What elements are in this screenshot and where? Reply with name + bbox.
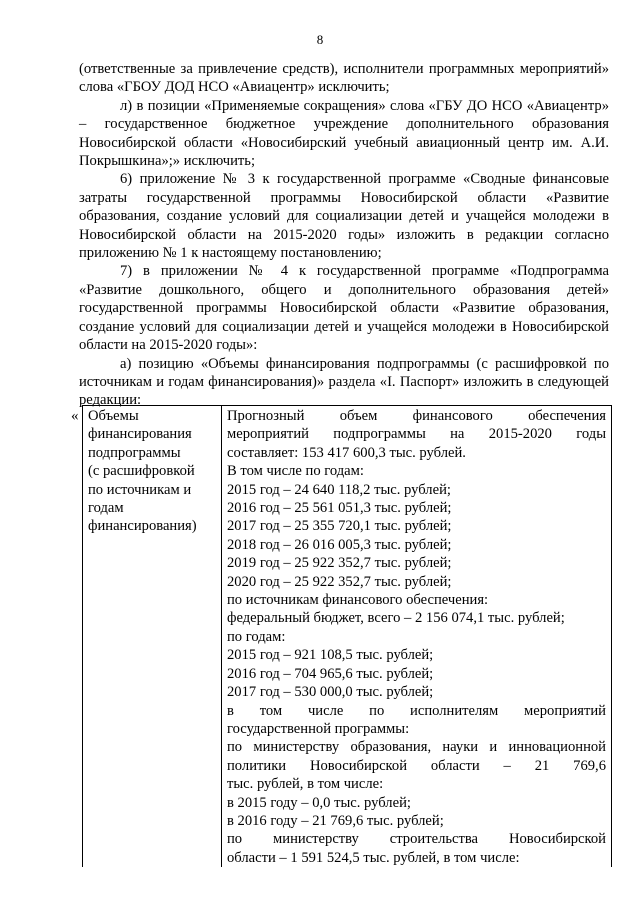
value-line: 2018 год – 26 016 005,3 тыс. рублей; <box>227 536 452 553</box>
value-line: тыс. рублей, в том числе: <box>227 776 384 793</box>
label-line: по источникам и <box>88 481 192 498</box>
paragraph-continuation: (ответственные за привлечение средств), исполнители программных мероприятий» слова «ГБОУ ДОД НСО «Авиацентр» исключить; <box>79 61 609 96</box>
value-line: 2016 год – 25 561 051,3 тыс. рублей; <box>227 500 452 517</box>
value-line: В том числе по годам: <box>227 463 364 480</box>
value-line: по источникам финансового обеспечения: <box>227 592 489 609</box>
label-line: подпрограммы <box>88 444 181 461</box>
value-line: составляет: 153 417 600,3 тыс. рублей. <box>227 444 466 461</box>
value-line: 2016 год – 704 965,6 тыс. рублей; <box>227 665 434 682</box>
value-line: области – 1 591 524,5 тыс. рублей, в том числе: <box>227 849 520 866</box>
position-value-cell <box>222 406 612 868</box>
value-line: 2019 год – 25 922 352,7 тыс. рублей; <box>227 555 452 572</box>
value-line: государственной программы: <box>227 720 410 737</box>
paragraph-6: 6) приложение № 3 к государственной программе «Сводные финансовые затраты государственной программы Новосибирской области «Развитие образования, создание условий для социализации детей и учащейся молодежи в Новосибирской области на 2015-2020 годы» изложить в редакции согласно приложению № 1 к настоящему постановлению; <box>79 171 609 262</box>
value-line: 2017 год – 530 000,0 тыс. рублей; <box>227 684 434 701</box>
body-text <box>79 60 609 410</box>
value-line: 2017 год – 25 355 720,1 тыс. рублей; <box>227 518 452 535</box>
passport-table <box>82 405 612 867</box>
value-line: Прогнозный объем финансового обеспечения <box>227 408 606 424</box>
value-line: по министерству строительства Новосибирской <box>227 831 606 848</box>
label-line: Объемы <box>88 408 139 424</box>
paragraph-a: а) позицию «Объемы финансирования подпрограммы (с расшифровкой по источникам и годам финансирования)» раздела «I. Паспорт» изложить в следующей редакции: <box>79 355 609 409</box>
value-line: в том числе по исполнителям мероприятий <box>227 702 606 719</box>
value-line: по годам: <box>227 628 286 645</box>
label-line: годам <box>88 500 124 517</box>
value-line: в 2015 году – 0,0 тыс. рублей; <box>227 794 411 811</box>
paragraph-l: л) в позиции «Применяемые сокращения» слова «ГБУ ДО НСО «Авиацентр» – государственное бюджетное учреждение дополнительного образования Новосибирской области «Новосибирский учебный авиационный центр им. А.И. Покрышкина»;» исключить; <box>79 97 609 170</box>
page-number: 8 <box>316 32 324 47</box>
label-line: финансирования <box>88 426 192 443</box>
value-line: политики Новосибирской области – 21 769,6 <box>227 757 606 774</box>
value-line: 2020 год – 25 922 352,7 тыс. рублей; <box>227 573 452 590</box>
value-line: мероприятий подпрограммы на 2015-2020 годы <box>227 426 606 443</box>
value-line: 2015 год – 921 108,5 тыс. рублей; <box>227 647 434 664</box>
value-line: в 2016 году – 21 769,6 тыс. рублей; <box>227 812 444 829</box>
opening-quote: « <box>71 408 79 424</box>
paragraph-7: 7) в приложении № 4 к государственной программе «Подпрограмма «Развитие дошкольного, общего и дополнительного образования детей» государственной программы Новосибирской области «Развитие образования, создание условий для социализации детей и учащейся молодежи в Новосибирской области на 2015-2020 годы»: <box>79 263 609 354</box>
label-line: финансирования) <box>88 518 197 535</box>
value-line: федеральный бюджет, всего – 2 156 074,1 тыс. рублей; <box>227 610 565 627</box>
label-line: (с расшифровкой <box>88 463 195 480</box>
value-line: 2015 год – 24 640 118,2 тыс. рублей; <box>227 481 451 498</box>
position-label-cell <box>83 406 222 868</box>
value-line: по министерству образования, науки и инновационной <box>227 739 606 756</box>
table-row <box>83 406 612 868</box>
